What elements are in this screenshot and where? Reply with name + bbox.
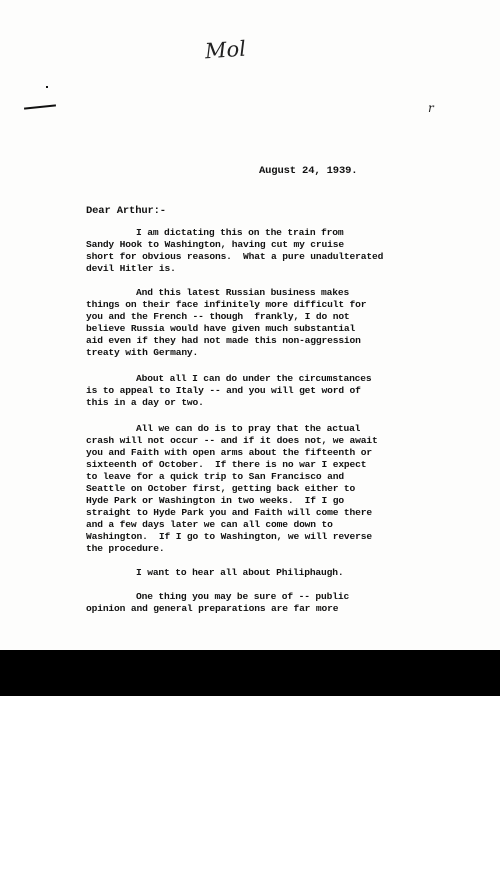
text-line: sixteenth of October. If there is no war I expect — [86, 459, 367, 470]
text-line: About all I can do under the circumstances — [136, 373, 372, 384]
text-line: I am dictating this on the train from — [136, 227, 344, 238]
text-line: this in a day or two. — [86, 397, 204, 408]
scan-border — [0, 650, 500, 696]
text-line: And this latest Russian business makes — [136, 287, 350, 298]
text-line: you and the French -- though frankly, I do not — [86, 311, 350, 322]
paragraph — [0, 591, 500, 845]
margin-annotation: r — [428, 101, 434, 115]
letter-date: August 24, 1939. — [259, 165, 358, 177]
text-line: Sandy Hook to Washington, having cut my cruise — [86, 239, 344, 250]
text-line: aid even if they had not made this non-aggression — [86, 335, 361, 346]
handwritten-annotation: Mol — [204, 36, 247, 64]
text-line: the procedure. — [86, 543, 165, 554]
text-line: believe Russia would have given much substantial — [86, 323, 356, 334]
text-line: and a few days later we can all come down to — [86, 519, 333, 530]
text-line: you and Faith with open arms about the fifteenth or — [86, 447, 372, 458]
text-line: Hyde Park or Washington in two weeks. If I go — [86, 495, 344, 506]
text-line: devil Hitler is. — [86, 263, 176, 274]
text-line: crash will not occur -- and if it does not, we await — [86, 435, 378, 446]
text-line: All we can do is to pray that the actual — [136, 423, 361, 434]
text-line: short for obvious reasons. What a pure unadulterated — [86, 251, 384, 262]
paragraph — [0, 364, 500, 429]
text-line: treaty with Germany. — [86, 347, 199, 358]
letter-salutation: Dear Arthur:- — [86, 205, 166, 217]
text-line: to leave for a quick trip to San Francisco and — [86, 471, 344, 482]
text-line: I want to hear all about Philiphaugh. — [136, 567, 344, 578]
text-line: Washington. If I go to Washington, we will reverse — [86, 531, 372, 542]
text-line: opinion and general preparations are far more — [86, 603, 339, 614]
text-line: things on their face infinitely more difficult for — [86, 299, 367, 310]
text-line: Seattle on October first, getting back either to — [86, 483, 356, 494]
text-line: is to appeal to Italy -- and you will get word of — [86, 385, 361, 396]
text-line: One thing you may be sure of -- public — [136, 591, 350, 602]
text-line: straight to Hyde Park you and Faith will come there — [86, 507, 372, 518]
